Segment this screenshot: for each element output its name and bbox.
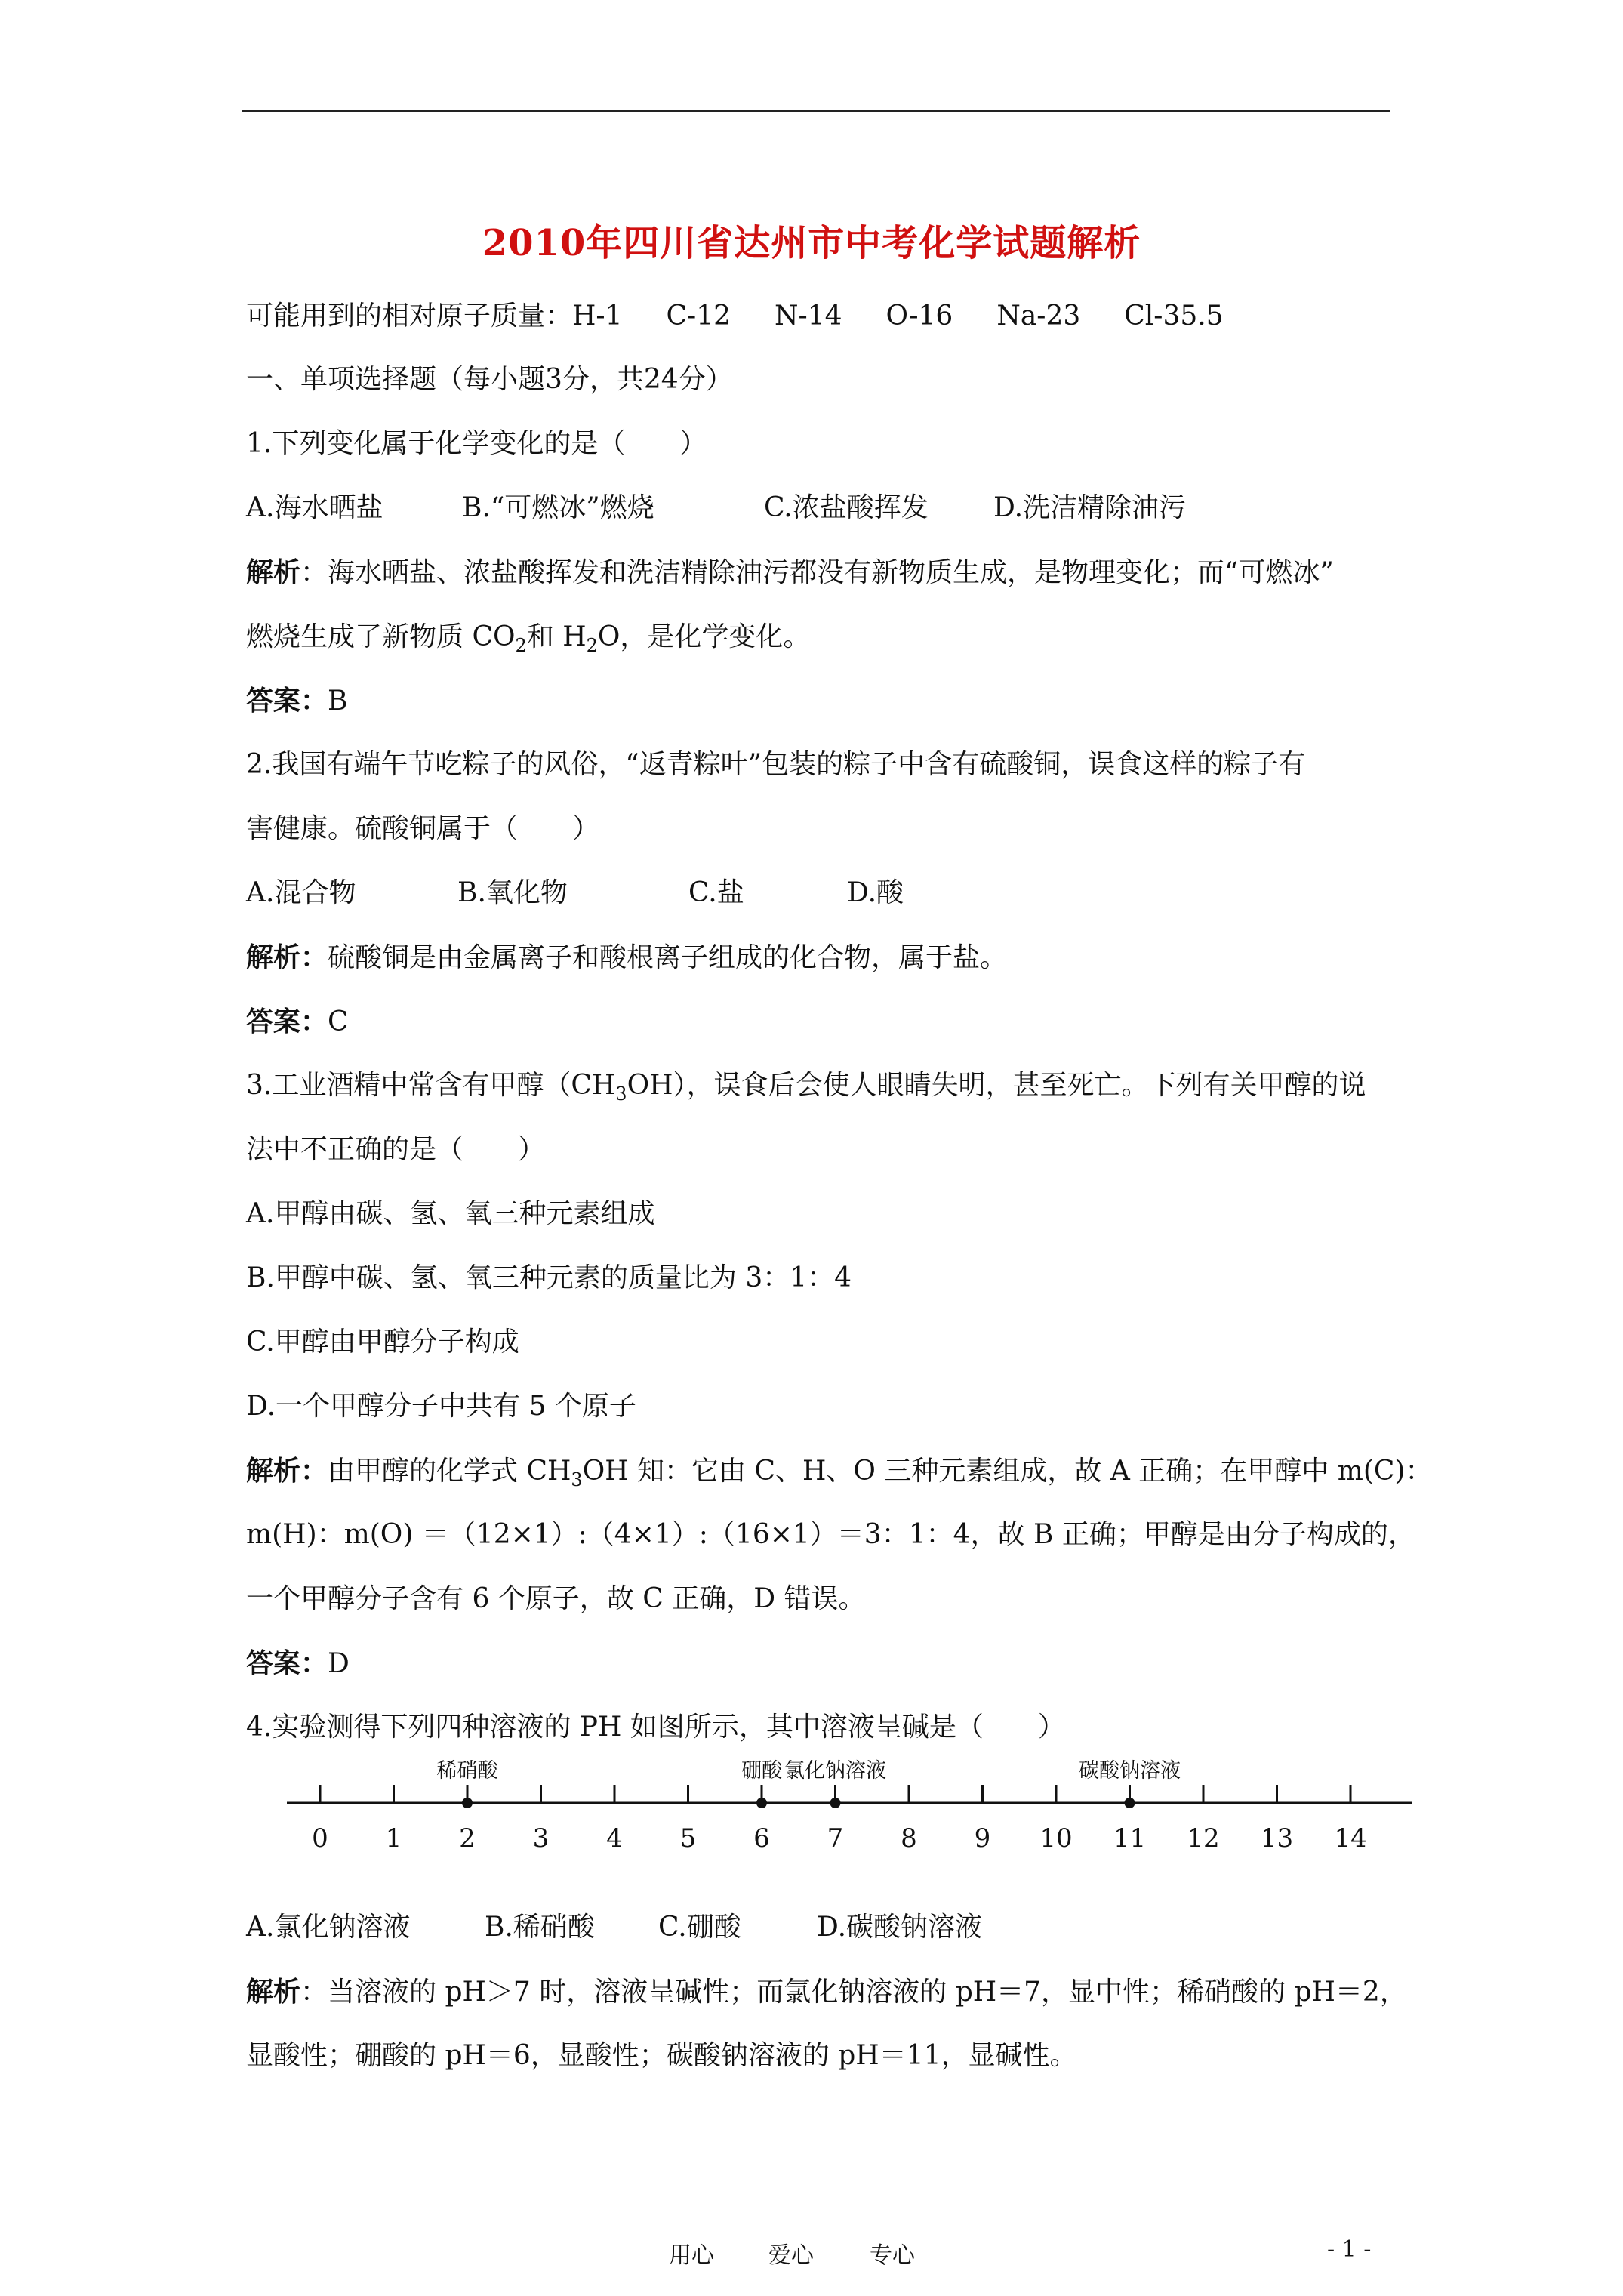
ph-scale-diagram — [287, 1737, 1419, 1865]
ph-tick-label: 0 — [312, 1823, 328, 1854]
question-4-stem: 4.实验测得下列四种溶液的 PH 如图所示，其中溶液呈碱是（ ） — [246, 1712, 1065, 1743]
question-1-options — [246, 492, 1186, 525]
stem-text: OH），误食后会使人眼睛失明，甚至死亡。下列有关甲醇的说 — [627, 1070, 1366, 1101]
analysis-label: 解析： — [246, 942, 328, 973]
question-3-analysis-cont: 一个甲醇分子含有 6 个原子，故 C 正确，D 错误。 — [246, 1583, 866, 1614]
ph-tick-label: 6 — [753, 1823, 770, 1854]
footer-motto-3: 专心 — [870, 2242, 915, 2269]
option-d: D.一个甲醇分子中共有 5 个原子 — [246, 1391, 636, 1422]
option-c: C.甲醇由甲醇分子构成 — [246, 1327, 519, 1358]
option-a: A.甲醇由碳、氢、氧三种元素组成 — [246, 1198, 655, 1229]
analysis-text: 由甲醇的化学式 CH — [328, 1456, 571, 1487]
page-number: - 1 - — [1327, 2236, 1372, 2263]
option-b: B.“可燃冰”燃烧 — [462, 492, 654, 523]
atomic-mass-item: N-14 — [775, 300, 842, 331]
ph-tick-label: 10 — [1039, 1823, 1073, 1854]
ph-tick-label: 7 — [827, 1823, 844, 1854]
ph-marker-label: 硼酸 — [741, 1759, 782, 1783]
ph-marker-label: 稀硝酸 — [436, 1759, 498, 1783]
analysis-label: 解析 — [246, 1976, 301, 2008]
ph-tick-label: 5 — [679, 1823, 697, 1854]
option-c: C.浓盐酸挥发 — [764, 492, 929, 523]
option-a: A.混合物 — [246, 877, 356, 908]
option-a: A.海水晒盐 — [246, 492, 383, 523]
answer-value: B — [328, 686, 348, 717]
analysis-text: 燃烧生成了新物质 CO — [246, 621, 516, 652]
question-3-stem-cont: 法中不正确的是（ ） — [246, 1134, 546, 1165]
ph-tick-label: 9 — [974, 1823, 991, 1854]
analysis-label: 解析 — [246, 556, 301, 588]
atomic-masses-line — [246, 300, 1267, 333]
ph-tick-label: 12 — [1187, 1823, 1220, 1854]
question-1-stem: 1.下列变化属于化学变化的是（ ） — [246, 428, 707, 459]
option-b: B.氧化物 — [457, 877, 568, 908]
atomic-mass-item: Na-23 — [996, 300, 1081, 331]
option-c: C.盐 — [688, 877, 744, 908]
question-4-options — [246, 1911, 982, 1944]
ph-marker-label: 碳酸钠溶液 — [1079, 1759, 1181, 1783]
question-2-analysis — [246, 941, 1007, 975]
question-1-analysis-cont: 燃烧生成了新物质 $CO_2$和 $H_2O$，是化学变化。 — [246, 621, 811, 656]
option-b: B.甲醇中碳、氢、氧三种元素的质量比为 3：1：4 — [246, 1262, 852, 1293]
question-2-answer — [246, 1005, 349, 1039]
option-b: B.稀硝酸 — [485, 1912, 595, 1943]
option-a: A.氯化钠溶液 — [246, 1912, 411, 1943]
option-c: C.硼酸 — [658, 1912, 741, 1943]
question-1-analysis — [246, 556, 1334, 590]
atomic-mass-item: O-16 — [885, 300, 953, 331]
atomic-mass-item: H-1 — [572, 300, 623, 331]
question-2-stem-cont: 害健康。硫酸铜属于（ ） — [246, 813, 600, 844]
footer-motto-1: 用心 — [669, 2242, 714, 2269]
question-4-analysis-cont: 显酸性；硼酸的 pH＝6，显酸性；碳酸钠溶液的 pH＝11，显碱性。 — [246, 2040, 1077, 2071]
section-heading: 一、单项选择题（每小题3分，共24分） — [246, 364, 733, 395]
header-rule — [242, 110, 1390, 112]
ph-tick-label: 14 — [1334, 1823, 1367, 1854]
ph-tick-label: 2 — [459, 1823, 476, 1854]
ph-tick-label: 11 — [1113, 1823, 1147, 1854]
ph-marker-label: 氯化钠溶液 — [784, 1759, 886, 1783]
atomic-masses-label: 可能用到的相对原子质量： — [246, 300, 573, 331]
answer-label: 答案： — [246, 1006, 328, 1037]
option-d: D.洗洁精除油污 — [993, 492, 1187, 523]
analysis-label: 解析： — [246, 1455, 328, 1487]
ph-tick-label: 13 — [1260, 1823, 1294, 1854]
page-title: 2010年四川省达州市中考化学试题解析 — [482, 222, 1141, 264]
question-3-analysis: 解析：由甲醇的化学式 $CH_3OH$ 知：它由 C、H、O 三种元素组成，故 A 正确；在甲醇中 m(C)： — [246, 1455, 1433, 1490]
answer-label: 答案： — [246, 685, 328, 717]
atomic-mass-item: Cl-35.5 — [1124, 300, 1224, 331]
analysis-text: 和 H — [526, 621, 587, 652]
question-3-stem: 3.工业酒精中常含有甲醇$(CH_3OH)$，误食后会使人眼睛失明，甚至死亡。下列有关甲醇的说 — [246, 1070, 1366, 1105]
answer-value: C — [328, 1006, 349, 1037]
ph-tick-label: 8 — [901, 1823, 917, 1854]
stem-text: 3.工业酒精中常含有甲醇（CH — [246, 1070, 616, 1101]
ph-tick-label: 4 — [606, 1823, 623, 1854]
analysis-text: ：海水晒盐、浓盐酸挥发和洗洁精除油污都没有新物质生成，是物理变化；而“可燃冰” — [300, 557, 1334, 588]
analysis-text: OH 知：它由 C、H、O 三种元素组成，故 A 正确；在甲醇中 m(C)： — [582, 1456, 1433, 1487]
ph-tick-label: 3 — [532, 1823, 550, 1854]
ph-tick-label: 1 — [385, 1823, 402, 1854]
analysis-text: ：当溶液的 pH＞7 时，溶液呈碱性；而氯化钠溶液的 pH＝7，显中性；稀硝酸的 pH＝2， — [300, 1977, 1407, 2008]
footer-motto-2: 爱心 — [768, 2242, 814, 2269]
answer-label: 答案： — [246, 1647, 328, 1679]
answer-value: D — [328, 1648, 350, 1679]
question-2-stem: 2.我国有端午节吃粽子的风俗，“返青粽叶”包装的粽子中含有硫酸铜，误食这样的粽子有 — [246, 749, 1306, 780]
option-d: D.碳酸钠溶液 — [817, 1912, 983, 1943]
analysis-text: 硫酸铜是由金属离子和酸根离子组成的化合物，属于盐。 — [328, 942, 1008, 973]
question-4-analysis — [246, 1975, 1407, 2009]
question-3-answer — [246, 1647, 350, 1681]
question-1-answer — [246, 684, 347, 718]
question-3-analysis-cont: m(H)：m(O) ＝（12×1）:（4×1）:（16×1）＝3：1：4，故 B 正确；甲醇是由分子构成的， — [246, 1519, 1415, 1550]
question-2-options — [246, 877, 904, 910]
atomic-mass-item: C-12 — [666, 300, 731, 331]
option-d: D.酸 — [847, 877, 904, 908]
analysis-text: O，是化学变化。 — [597, 621, 811, 652]
